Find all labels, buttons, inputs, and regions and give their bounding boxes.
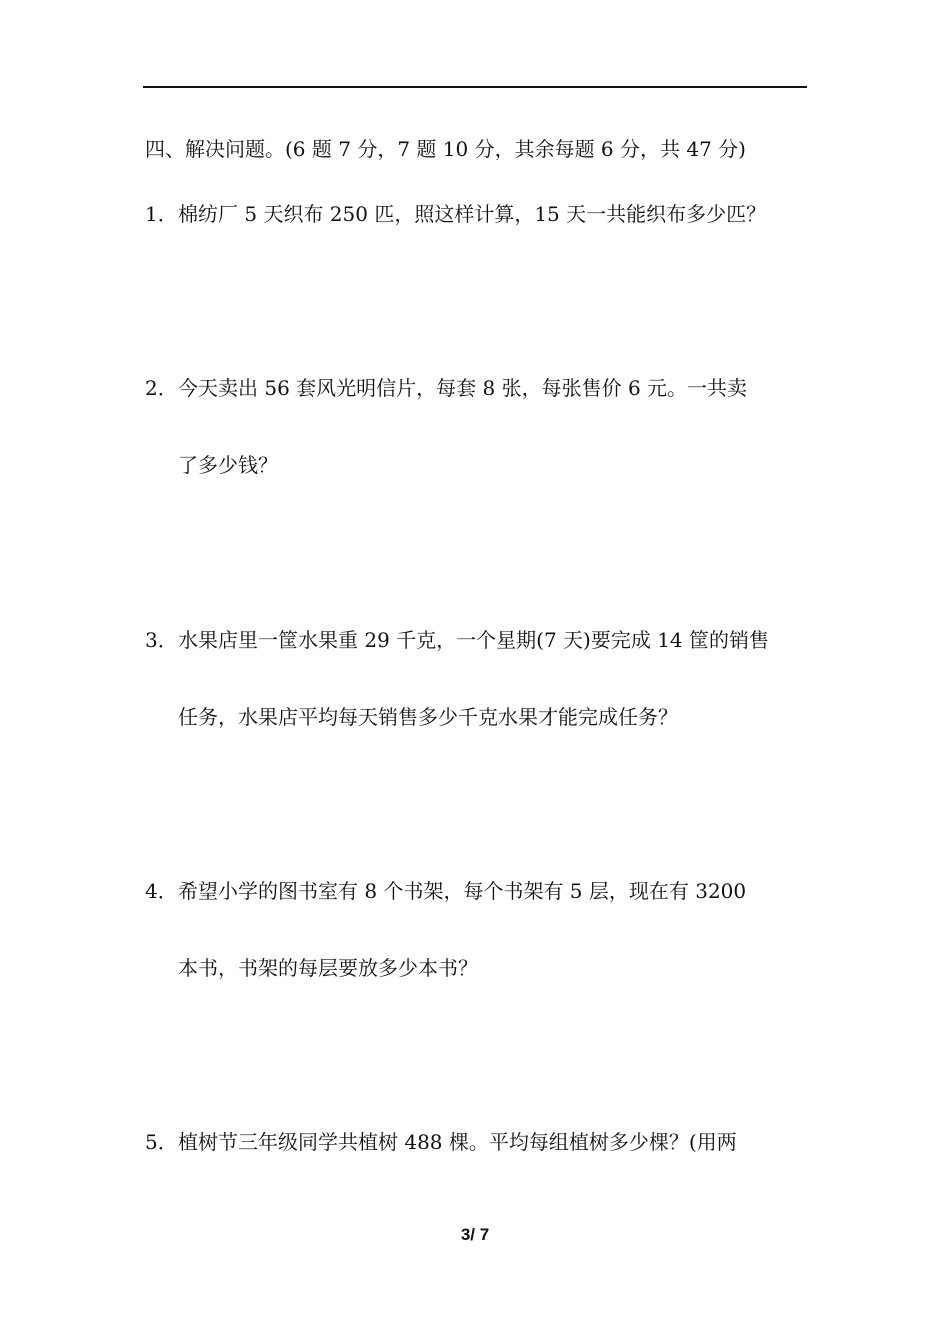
header-rule <box>143 86 807 88</box>
question-5 <box>145 1128 737 1156</box>
question-3-continuation: 任务，水果店平均每天销售多少千克水果才能完成任务？ <box>178 705 678 729</box>
page-indicator: 3/ 7 <box>460 1225 490 1244</box>
question-number: 4． <box>145 879 178 903</box>
question-text: 今天卖出 56 套风光明信片，每套 8 张，每张售价 6 元。一共卖 <box>178 376 748 400</box>
question-text: 棉纺厂 5 天织布 250 匹，照这样计算，15 天一共能织布多少匹？ <box>178 202 767 226</box>
question-4 <box>145 877 746 905</box>
section-heading: 四、解决问题。(6 题 7 分，7 题 10 分，其余每题 6 分，共 47 分) <box>145 137 746 161</box>
question-text: 希望小学的图书室有 8 个书架，每个书架有 5 层，现在有 3200 <box>178 879 747 903</box>
question-number: 1． <box>145 202 178 226</box>
question-text: 水果店里一筐水果重 29 千克，一个星期(7 天)要完成 14 筐的销售 <box>178 628 770 652</box>
question-1 <box>145 200 766 228</box>
question-2-continuation: 了多少钱？ <box>178 453 278 477</box>
question-3 <box>145 626 769 654</box>
question-2 <box>145 374 747 402</box>
question-4-continuation: 本书，书架的每层要放多少本书？ <box>178 956 478 980</box>
question-number: 3． <box>145 628 178 652</box>
question-text: 植树节三年级同学共植树 488 棵。平均每组植树多少棵？(用两 <box>178 1130 737 1154</box>
question-number: 2． <box>145 376 178 400</box>
question-number: 5． <box>145 1130 178 1154</box>
